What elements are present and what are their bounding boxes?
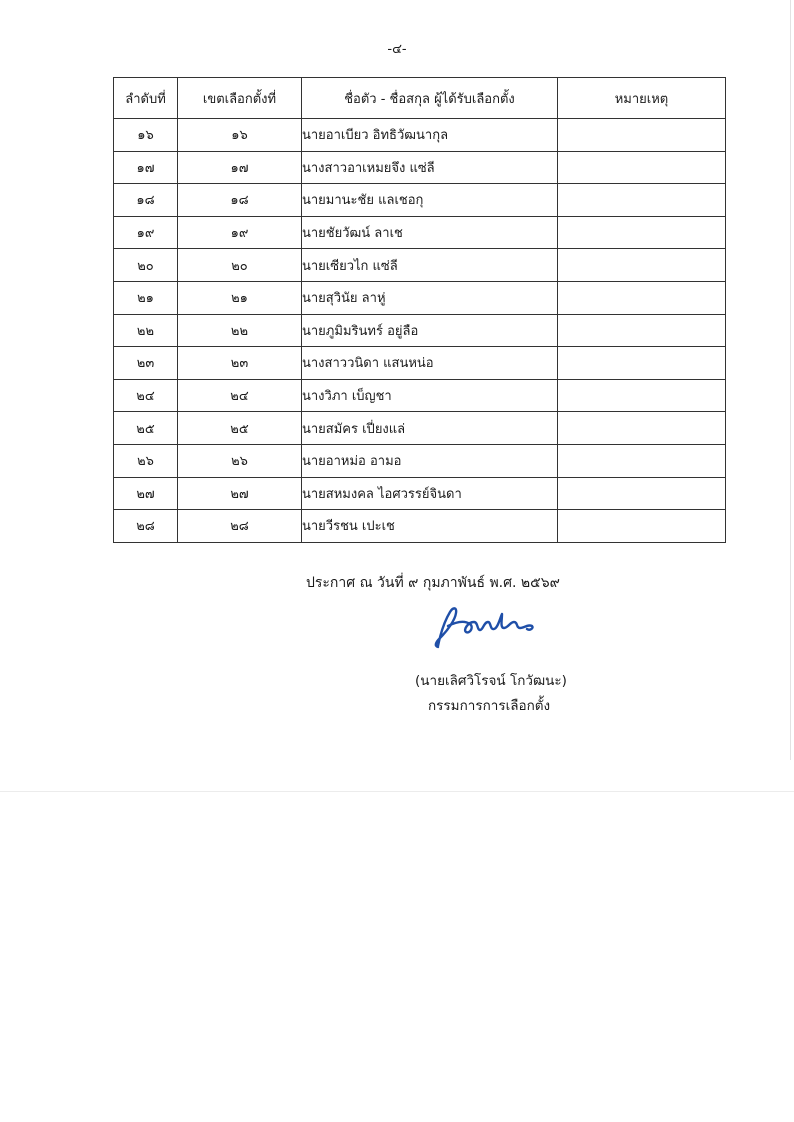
order-cell: ๒๗ [114,477,178,510]
remark-cell [558,119,726,152]
district-cell: ๒๔ [178,379,302,412]
table-row [114,184,726,217]
table-row [114,281,726,314]
table-row [114,151,726,184]
header-remark: หมายเหตุ [558,78,726,119]
name-cell: นายเซียวไก แซ่ลี [302,249,558,282]
remark-cell [558,281,726,314]
order-cell: ๒๕ [114,412,178,445]
name-cell: นายมานะชัย แลเชอกุ [302,184,558,217]
district-cell: ๒๓ [178,347,302,380]
table-row [114,444,726,477]
order-cell: ๒๘ [114,510,178,543]
remark-cell [558,510,726,543]
order-cell: ๑๖ [114,119,178,152]
remark-cell [558,412,726,445]
district-cell: ๑๙ [178,216,302,249]
remark-cell [558,184,726,217]
order-cell: ๒๐ [114,249,178,282]
district-cell: ๑๗ [178,151,302,184]
remark-cell [558,477,726,510]
remark-cell [558,249,726,282]
name-cell: นายสุวินัย ลาหู่ [302,281,558,314]
header-district: เขตเลือกตั้งที่ [178,78,302,119]
order-cell: ๑๙ [114,216,178,249]
name-cell: นายอาเบียว อิทธิวัฒนากุล [302,119,558,152]
table-row [114,379,726,412]
district-cell: ๒๐ [178,249,302,282]
name-cell: นางวิภา เบ็ญชา [302,379,558,412]
table-row [114,314,726,347]
announcement-date: ประกาศ ณ วันที่ ๙ กุมภาพันธ์ พ.ศ. ๒๕๖๙ [306,575,560,591]
order-cell: ๑๘ [114,184,178,217]
name-cell: นายชัยวัฒน์ ลาเช [302,216,558,249]
name-cell: นางสาววนิดา แสนหน่อ [302,347,558,380]
table-header-row [114,78,726,119]
table-row [114,119,726,152]
table-row [114,412,726,445]
table-row [114,249,726,282]
remark-cell [558,314,726,347]
name-cell: นายสมัคร เปี่ยงแล่ [302,412,558,445]
district-cell: ๑๘ [178,184,302,217]
district-cell: ๒๒ [178,314,302,347]
district-cell: ๒๕ [178,412,302,445]
order-cell: ๒๓ [114,347,178,380]
order-cell: ๑๗ [114,151,178,184]
table-row [114,216,726,249]
header-name: ชื่อตัว - ชื่อสกุล ผู้ได้รับเลือกตั้ง [302,78,558,119]
remark-cell [558,151,726,184]
name-cell: นางสาวอาเหมยจึง แซ่ลี [302,151,558,184]
header-order: ลำดับที่ [114,78,178,119]
remark-cell [558,444,726,477]
remark-cell [558,216,726,249]
district-cell: ๑๖ [178,119,302,152]
table-row [114,510,726,543]
results-table [113,77,726,543]
order-cell: ๒๔ [114,379,178,412]
district-cell: ๒๘ [178,510,302,543]
signature-image [430,602,542,652]
order-cell: ๒๒ [114,314,178,347]
name-cell: นายสหมงคล ไอศวรรย์จินดา [302,477,558,510]
order-cell: ๒๑ [114,281,178,314]
signer-title: กรรมการการเลือกตั้ง [428,698,551,714]
page-number: -๔- [387,42,407,57]
page-edge-divider [790,0,791,760]
name-cell: นายอาหม่อ อามอ [302,444,558,477]
district-cell: ๒๑ [178,281,302,314]
name-cell: นายภูมิมรินทร์ อยู่ลือ [302,314,558,347]
district-cell: ๒๖ [178,444,302,477]
table-row [114,347,726,380]
name-cell: นายวีรชน เปะเช [302,510,558,543]
remark-cell [558,347,726,380]
remark-cell [558,379,726,412]
table-row [114,477,726,510]
district-cell: ๒๗ [178,477,302,510]
order-cell: ๒๖ [114,444,178,477]
page-fold-divider [0,791,794,792]
signer-name: (นายเลิศวิโรจน์ โกวัฒนะ) [415,673,567,689]
